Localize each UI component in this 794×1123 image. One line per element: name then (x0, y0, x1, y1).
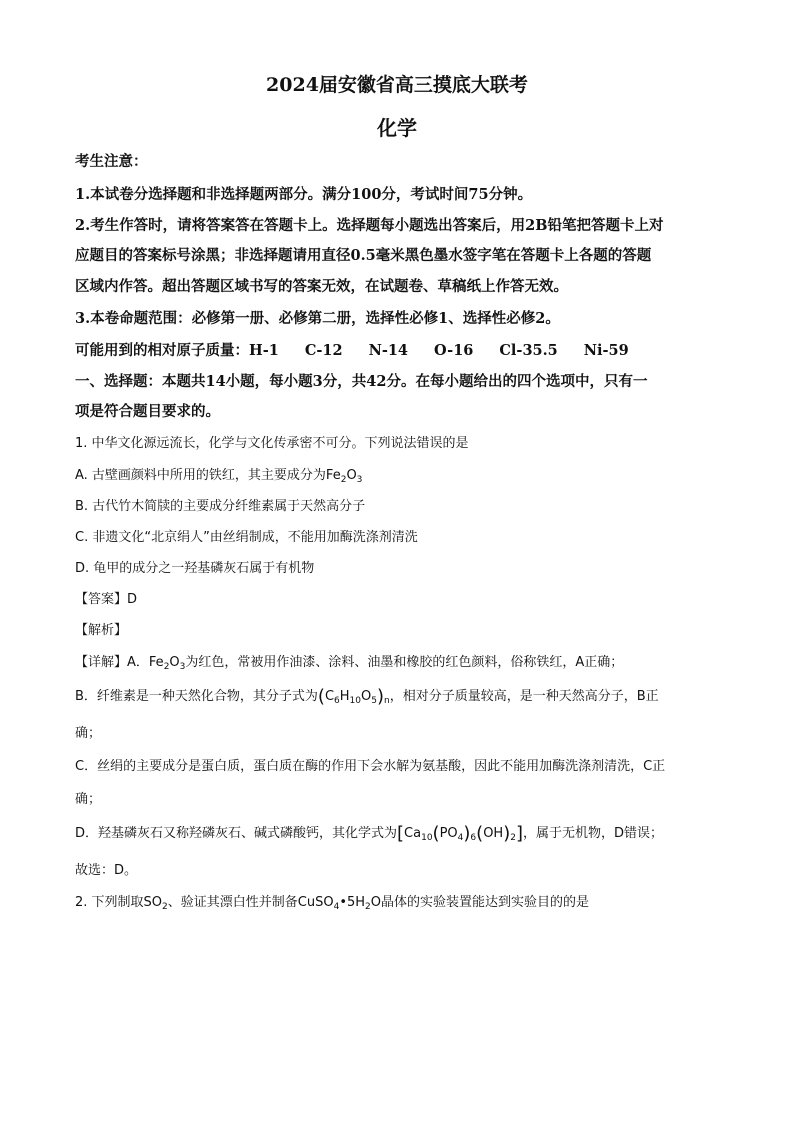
q2-stem-post: O晶体的实验装置能达到实验目的的是 (370, 895, 589, 910)
q1-option-a: A. 古壁画颜料中所用的铁红，其主要成分为$Fe_2O_3$ (75, 468, 363, 485)
q2-stem-mid: 、验证其漂白性并制备CuSO (167, 895, 334, 910)
q1-option-d: D. 龟甲的成分之一羟基磷灰石属于有机物 (75, 561, 315, 576)
atomic-mass-ni: Ni-59 (583, 342, 629, 359)
atomic-mass-n: N-14 (368, 342, 409, 359)
detail-a-post: 为红色，常被用作油漆、涂料、油墨和橡胶的红色颜料，俗称铁红，A正确； (185, 655, 624, 670)
q1-detail-a: 【详解】A．$Fe_2O_3$为红色，常被用作油漆、涂料、油墨和橡胶的红色颜料，俗称铁红，A正确； (75, 655, 624, 672)
detail-tag: 【详解】 (75, 655, 128, 670)
exam-title: 2024届安徽省高三摸底大联考 (266, 74, 528, 96)
q1-stem: 1. 中华文化源远流长，化学与文化传承密不可分。下列说法错误的是 (75, 436, 469, 451)
q1-detail-c-cont: 确； (75, 792, 102, 807)
q2-stem: 2. 下列制取$SO_2$、验证其漂白性并制备$CuSO_4•5H_2O$晶体的实验装置能达到实验目的的是 (75, 895, 589, 912)
q2-stem-dot: •5H (339, 895, 366, 910)
atomic-mass-line (75, 339, 655, 360)
q2-stem-pre: 2. 下列制取SO (75, 895, 163, 910)
notice-item-2-line-2: 应题目的答案标号涂黑；非选择题请用直径0.5毫米黑色墨水签字笔在答题卡上各题的答题 (75, 247, 652, 264)
notice-item-2-line-1: 2.考生作答时，请将答案答在答题卡上。选择题每小题选出答案后，用2B铅笔把答题卡上对 (75, 217, 664, 234)
q1-detail-b-cont: 确； (75, 726, 102, 741)
cellulose-formula: $(C_6H_{10}O_5)_n$ (317, 686, 390, 707)
atomic-mass-cl: Cl-35.5 (499, 342, 558, 359)
detail-b-pre: B．纤维素是一种天然化合物，其分子式为 (75, 689, 318, 704)
section1-line-2: 项是符合题目要求的。 (75, 403, 220, 420)
section1-line-1: 一、选择题：本题共14小题，每小题3分，共42分。在每小题给出的四个选项中，只有一 (75, 373, 648, 390)
notice-item-2-line-3: 区域内作答。超出答题区域书写的答案无效，在试题卷、草稿纸上作答无效。 (75, 278, 568, 295)
q1-detail-b (75, 685, 659, 707)
notice-heading: 考生注意： (75, 153, 148, 170)
hydroxyapatite-formula: $[Ca_{10}(PO_4)_6(OH)_2]$ (397, 823, 523, 844)
atomic-mass-o: O-16 (434, 342, 474, 359)
detail-a-pre: A．Fe (127, 655, 164, 670)
q1-answer (75, 588, 137, 607)
atomic-mass-label: 可能用到的相对原子质量： (75, 342, 249, 359)
q1-conclusion: 故选：D。 (75, 863, 138, 878)
q1-detail-c: C．丝绢的主要成分是蛋白质，蛋白质在酶的作用下会水解为氨基酸，因此不能用加酶洗涤剂清洗，C正 (75, 759, 666, 774)
notice-item-3: 3.本卷命题范围：必修第一册、必修第二册，选择性必修1、选择性必修2。 (75, 310, 560, 327)
notice-item-1: 1.本试卷分选择题和非选择题两部分。满分100分，考试时间75分钟。 (75, 186, 533, 203)
q1-option-a-text: A. 古壁画颜料中所用的铁红，其主要成分为Fe (75, 468, 341, 483)
detail-b-post: ，相对分子质量较高，是一种天然高分子，B正 (389, 689, 659, 704)
atomic-mass-h: H-1 (249, 342, 279, 359)
subject-title: 化学 (377, 116, 417, 140)
answer-tag: 【答案】 (75, 592, 128, 607)
detail-d-pre: D．羟基磷灰石又称羟磷灰石、碱式磷酸钙，其化学式为 (75, 826, 398, 841)
answer-value: D (127, 592, 138, 607)
q1-option-b: B. 古代竹木简牍的主要成分纤维素属于天然高分子 (75, 499, 366, 514)
q1-analysis-tag: 【解析】 (75, 623, 128, 638)
q1-option-c: C. 非遗文化“北京绢人”由丝绢制成，不能用加酶洗涤剂清洗 (75, 530, 418, 545)
atomic-mass-c: C-12 (304, 342, 343, 359)
detail-d-post: ，属于无机物，D错误； (523, 826, 664, 841)
q1-detail-d (75, 822, 664, 844)
